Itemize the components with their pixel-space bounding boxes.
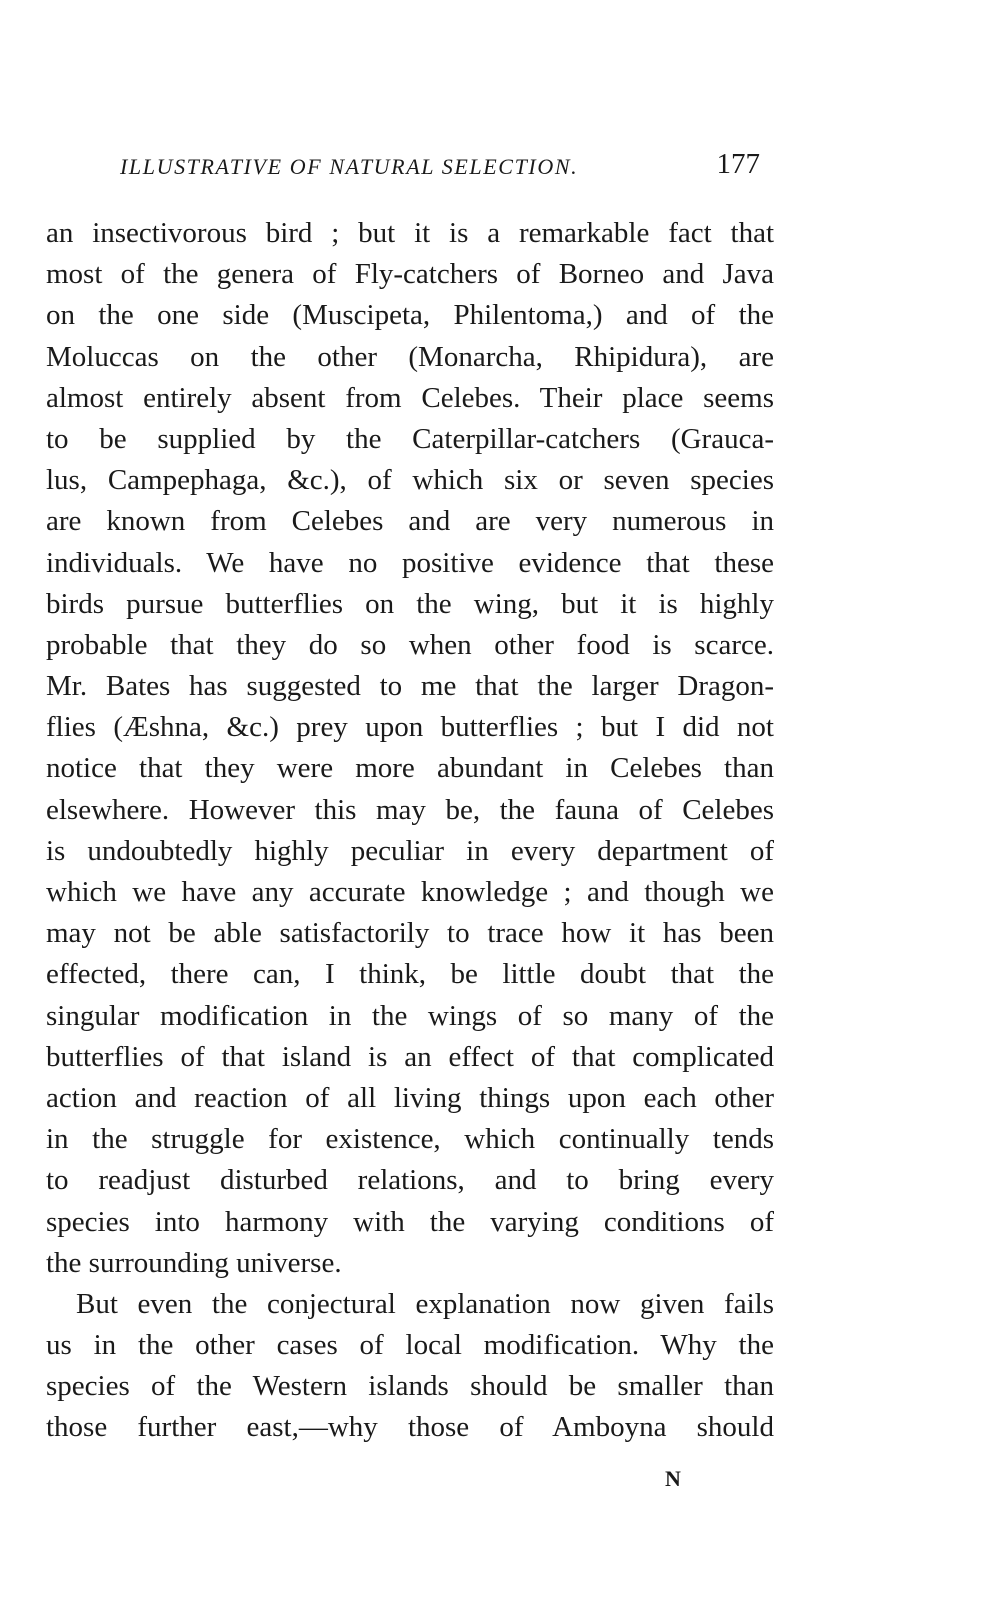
signature-mark: N [665,1466,681,1491]
body-text [46,213,774,1449]
text-line: But even the conjectural explanation now given fails [76,1287,774,1320]
text-line: singular modification in the wings of so many of the [46,999,774,1032]
text-line: elsewhere. However this may be, the fauna of Celebes [46,793,774,826]
text-line: is undoubtedly highly peculiar in every department of [46,834,774,867]
text-line: to be supplied by the Caterpillar-catchers (Grauca- [46,422,774,455]
text-line: butterflies of that island is an effect of that complicated [46,1040,774,1073]
text-line: may not be able satisfactorily to trace how it has been [46,917,774,950]
text-line: species into harmony with the varying conditions of [46,1205,774,1238]
text-line: Mr. Bates has suggested to me that the larger Dragon- [46,670,774,703]
text-line: notice that they were more abundant in Celebes than [46,752,774,785]
text-line: the surrounding universe. [46,1246,342,1279]
text-line: us in the other cases of local modification. Why the [46,1329,774,1362]
text-line: are known from Celebes and are very numerous in [46,505,774,538]
text-line: to readjust disturbed relations, and to bring every [46,1164,774,1197]
running-head [120,150,760,190]
text-line: effected, there can, I think, be little doubt that the [46,958,774,991]
text-line: action and reaction of all living things upon each other [46,1081,774,1114]
running-title: ILLUSTRATIVE OF NATURAL SELECTION. [120,154,579,179]
page-number: 177 [716,148,760,180]
text-line: probable that they do so when other food is scarce. [46,628,774,661]
text-line: Moluccas on the other (Monarcha, Rhipidura), are [46,340,774,373]
text-line: birds pursue butterflies on the wing, but it is highly [46,587,774,620]
text-line: species of the Western islands should be smaller than [46,1370,774,1403]
text-line: which we have any accurate knowledge ; and though we [46,876,774,908]
text-line: almost entirely absent from Celebes. Their place seems [46,381,774,414]
text-line: lus, Campephaga, &c.), of which six or seven species [46,464,774,497]
text-line: individuals. We have no positive evidence that these [46,546,774,579]
text-line: those further east,—why those of Amboyna should [46,1411,774,1444]
text-line: an insectivorous bird ; but it is a remarkable fact that [46,217,774,249]
text-line: most of the genera of Fly-catchers of Borneo and Java [46,258,774,291]
text-line: in the struggle for existence, which continually tends [46,1123,774,1156]
text-line: flies (Æshna, &c.) prey upon butterflies ; but I did not [46,711,774,744]
text-line: on the one side (Muscipeta, Philentoma,) and of the [46,299,774,332]
